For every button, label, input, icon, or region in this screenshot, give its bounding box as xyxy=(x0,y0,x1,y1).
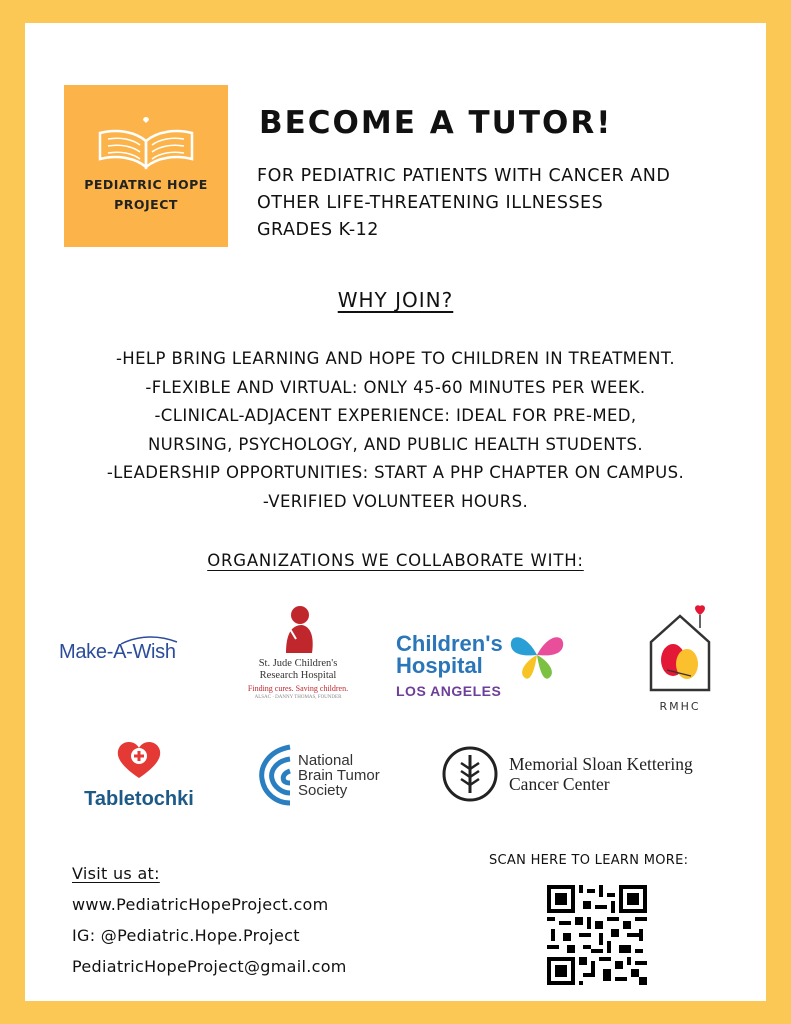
benefit-item: NURSING, PSYCHOLOGY, AND PUBLIC HEALTH STUDENTS. xyxy=(147,434,644,454)
make-a-wish-text: Make-A-Wish xyxy=(59,641,176,663)
mskcc-logo xyxy=(441,745,693,803)
mskcc-line1: Memorial Sloan Kettering xyxy=(509,754,693,774)
nbts-line3: Society xyxy=(298,781,348,799)
rmhc-logo xyxy=(645,598,715,713)
headline: BECOME A TUTOR! xyxy=(259,105,613,141)
house-hands-icon xyxy=(645,598,715,698)
benefits-list xyxy=(25,345,766,516)
st-jude-line1: St. Jude Children's xyxy=(258,658,338,669)
nbts-line2: Brain Tumor xyxy=(298,766,380,784)
contact-block xyxy=(72,858,347,982)
swoosh-star-icon xyxy=(119,635,179,645)
st-jude-founder: ALSAC · DANNY THOMAS, FOUNDER xyxy=(254,695,342,700)
subtitle xyxy=(257,163,757,244)
contact-title: Visit us at: xyxy=(72,864,160,883)
logo-line1: PEDIATRIC HOPE xyxy=(84,177,208,192)
benefit-item: -HELP BRING LEARNING AND HOPE TO CHILDREN IN TREATMENT. xyxy=(115,349,676,368)
st-jude-tagline: Finding cures. Saving children. xyxy=(247,684,349,693)
logo xyxy=(64,85,228,247)
benefit-item: -VERIFIED VOLUNTEER HOURS. xyxy=(262,491,529,511)
make-a-wish-logo xyxy=(59,641,176,664)
subtitle-line1: FOR PEDIATRIC PATIENTS WITH CANCER AND xyxy=(257,166,671,186)
brain-arcs-icon xyxy=(258,743,294,807)
butterfly-icon xyxy=(505,628,569,682)
why-join-heading xyxy=(25,288,766,312)
nbts-logo xyxy=(258,743,380,807)
qr-code[interactable] xyxy=(547,885,647,985)
subtitle-line3: GRADES K-12 xyxy=(257,220,379,240)
orgs-heading-text: ORGANIZATIONS WE COLLABORATE WITH: xyxy=(207,551,584,570)
email-link[interactable]: PediatricHopeProject@gmail.com xyxy=(72,957,347,976)
nbts-line1: National xyxy=(298,751,354,769)
mskcc-emblem-icon xyxy=(441,745,499,803)
orgs-heading xyxy=(25,551,766,570)
st-jude-line2: Research Hospital xyxy=(259,670,337,681)
chla-line1: Children's xyxy=(396,631,503,656)
chla-line3: LOS ANGELES xyxy=(396,683,502,699)
rmhc-text: RMHC xyxy=(659,700,701,713)
logo-line2: PROJECT xyxy=(114,197,178,212)
why-join-text: WHY JOIN? xyxy=(337,288,454,312)
chla-logo xyxy=(396,628,569,700)
st-jude-logo xyxy=(243,603,353,701)
website-link[interactable]: www.PediatricHopeProject.com xyxy=(72,895,329,914)
benefit-item: -LEADERSHIP OPPORTUNITIES: START A PHP CHAPTER ON CAMPUS. xyxy=(106,463,685,482)
child-praying-icon xyxy=(278,603,318,653)
chla-line2: Hospital xyxy=(396,653,483,678)
benefit-item: -FLEXIBLE AND VIRTUAL: ONLY 45-60 MINUTES PER WEEK. xyxy=(145,377,646,397)
instagram-handle[interactable]: IG: @Pediatric.Hope.Project xyxy=(72,926,300,945)
flyer-page xyxy=(25,23,766,1001)
tabletochki-logo xyxy=(69,738,209,811)
open-book-heart-icon xyxy=(94,115,198,171)
logo-text xyxy=(64,175,228,215)
subtitle-line2: OTHER LIFE-THREATENING ILLNESSES xyxy=(257,193,604,213)
tabletochki-text: Tabletochki xyxy=(84,788,194,810)
scan-label: SCAN HERE TO LEARN MORE: xyxy=(489,853,689,868)
mskcc-line2: Cancer Center xyxy=(509,774,610,794)
benefit-item: -CLINICAL-ADJACENT EXPERIENCE: IDEAL FOR PRE-MED, xyxy=(154,406,637,425)
heart-cross-icon xyxy=(115,738,163,780)
